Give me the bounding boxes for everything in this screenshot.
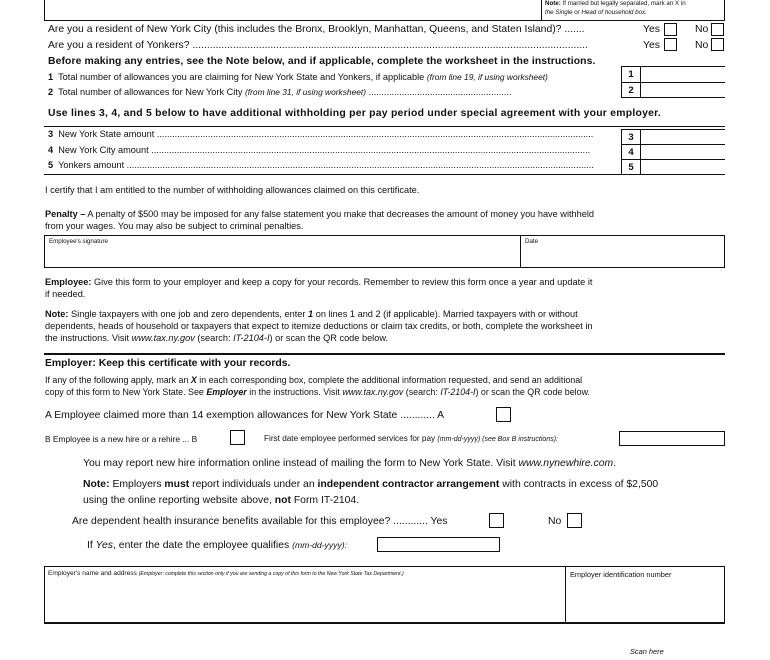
top-frame-bottom [44,20,725,21]
first-date-label: First date employee performed services for pay (mm-dd-yyyy) (see Box B instructions): [264,434,558,443]
yonkers-yes-label: Yes [643,40,660,51]
line-5-box-number: 5 [628,162,634,173]
lines-3-5-top-rule [44,126,725,127]
top-note: Note: If married but legally separated, mark an X in the Single or Head of household box. [545,0,686,16]
first-date-input[interactable] [619,431,725,446]
ein-label: Employer identification number [570,570,672,579]
nyc-yes-checkbox[interactable] [664,23,677,36]
line-4-input[interactable] [641,145,724,158]
top-frame-right [724,0,725,20]
penalty-text: Penalty – A penalty of $500 may be imposed for any false statement you make that decreases the amount of money you have withheld from your wages. You may also be subject to criminal penalties. [45,209,595,231]
before-entries-heading: Before making any entries, see the Note below, and if applicable, complete the worksheet in the instructions. [48,56,596,67]
item-a-label: A Employee claimed more than 14 exemption allowances for New York State ............ A [45,410,445,421]
health-no-checkbox[interactable] [567,513,582,528]
line-1-label: 1 Total number of allowances you are claiming for New York State and Yonkers, if applicable (from line 19, if using worksheet) [48,72,548,82]
amount-box-left [621,129,622,174]
nyc-no-label: No [695,24,709,35]
date-label: Date [525,238,539,245]
nyc-resident-question: Are you a resident of New York City (this includes the Bronx, Brooklyn, Manhattan, Queens, and Staten Island)? ....... [48,24,585,35]
line-2-box-bottom [621,97,725,98]
single-taxpayer-note: Note: Single taxpayers with one job and zero dependents, enter 1 on lines 1 and 2 (if applicable). Married taxpayers with or without dependents, heads of household or taxpayers that expect to itemize deductions or claim tax credits, or both, complete the worksheet in the instructions. Visit www.tax.ny.gov (search: IT-2104-I) or scan the QR code below. [45,309,593,343]
line-3-label: 3 New York State amount ........................................................................................................................................................................... [48,129,594,139]
new-hire-info: You may report new hire information online instead of mailing the form to New York State. Visit www.nynewhire.com. [83,458,617,469]
line-4-box-number: 4 [628,147,634,158]
qualify-date-label: If Yes, enter the date the employee qualifies (mm-dd-yyyy): [87,540,347,551]
additional-withholding-heading: Use lines 3, 4, and 5 below to have additional withholding per pay period under special agreement with your employer. [48,108,661,119]
line-5-label: 5 Yonkers amount ....................................................................................................................................................................................... [48,160,594,170]
date-field[interactable] [523,247,722,266]
employer-heading: Employer: Keep this certificate with your records. [45,358,291,369]
nyc-no-checkbox[interactable] [711,23,724,36]
line-1-box-number: 1 [628,69,634,80]
yonkers-no-checkbox[interactable] [711,38,724,51]
health-insurance-question: Are dependent health insurance benefits available for this employee? ............ Yes [72,516,448,527]
yonkers-yes-checkbox[interactable] [664,38,677,51]
signature-label: Employee's signature [49,238,108,245]
item-a-checkbox[interactable] [496,407,511,422]
signature-date-divider [520,235,521,268]
item-b-checkbox[interactable] [230,430,245,445]
independent-contractor-note: Note: Employers must report individuals under an independent contractor arrangement with contracts in excess of $2,500 using the online reporting website above, not Form IT-2104. [83,479,659,506]
employer-box-bottom-rule [44,622,725,624]
yonkers-no-label: No [695,40,709,51]
health-yes-checkbox[interactable] [489,513,504,528]
line-4-label: 4 New York City amount ............................................................................................................................................................................ [48,145,591,155]
line-5-input[interactable] [641,160,724,173]
employee-instruction: Employee: Give this form to your employer and keep a copy for your records. Remember to review this form once a year and update it if needed. [45,277,593,299]
amount-box-bottom [44,174,725,175]
scan-here-label: Scan here [630,647,664,656]
ein-field[interactable] [568,582,722,620]
item-b-label: B Employee is a new hire or a rehire ... B [45,434,198,444]
line-3-box-number: 3 [628,132,634,143]
yonkers-resident-question: Are you a resident of Yonkers? ......................................................................................................................................... [48,40,588,51]
health-no-label: No [548,516,562,527]
line-2-box-number: 2 [628,85,634,96]
employer-ein-divider [565,566,566,623]
line-3-input[interactable] [641,130,724,143]
employer-name-field[interactable] [47,582,562,620]
top-frame-divider [541,0,542,20]
top-frame-left [44,0,45,20]
line-2-input[interactable] [641,83,724,97]
employer-section-divider [44,353,725,355]
certify-statement: I certify that I am entitled to the number of withholding allowances claimed on this certificate. [45,185,420,195]
employer-instructions: If any of the following apply, mark an X in each corresponding box, complete the additional information requested, and send an additional copy of this form to New York State. See Employer in the instructions. Visit www.tax.ny.gov (search: IT-2104-I) or scan the QR code below. [45,375,590,397]
line-2-label: 2 Total number of allowances for New York City (from line 31, if using worksheet) ........................................................ [48,87,512,97]
line-1-input[interactable] [641,67,724,81]
nyc-yes-label: Yes [643,24,660,35]
qualify-date-input[interactable] [377,537,500,552]
signature-field[interactable] [46,247,516,266]
employer-name-label: Employer's name and address (Employer: complete this section only if you are sending a copy of this form to the New York State Tax Department.) [48,570,404,577]
